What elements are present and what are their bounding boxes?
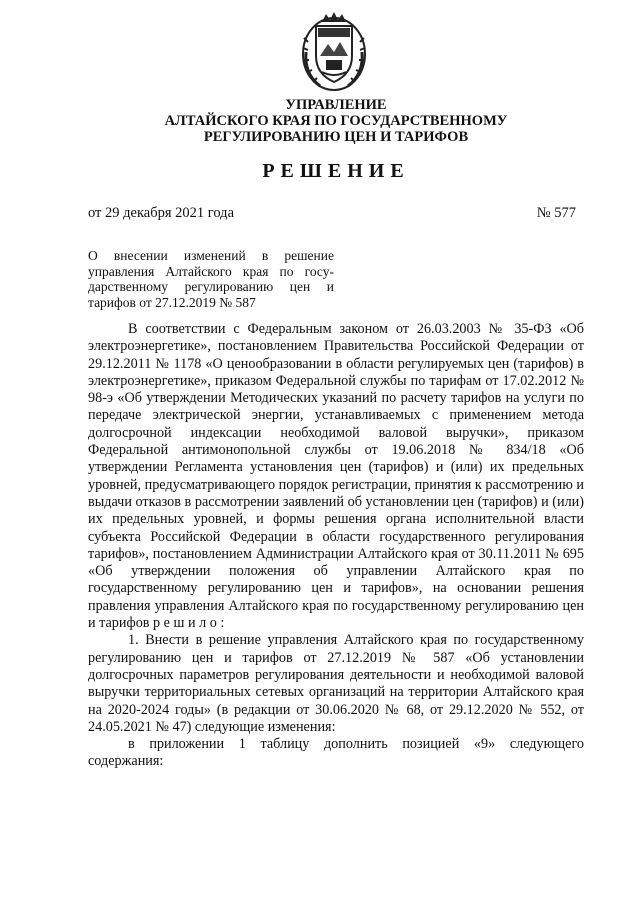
document-body — [88, 321, 584, 771]
coat-of-arms-icon — [300, 12, 368, 92]
org-line: УПРАВЛЕНИЕ — [285, 97, 387, 113]
preamble-paragraph: В соответствии с Федеральным законом от 26.03.2003 № 35-ФЗ «Об электроэнергетике», постановлением Правительства Российской Федерации от 29.12.2011 № 1178 «О ценообразовании в области регулируемых цен (тарифов) в электроэнергетике», приказом Федеральной службы по тарифам от 17.02.2012 № 98-э «Об утверждении Методических указаний по расчету тарифов на услуги по передаче электрической энергии, устанавливаемых с применением метода долгосрочной индексации необходимой валовой выручки», приказом Федеральной антимонопольной службы от 19.06.2018 № 834/18 «Об утверждении Регламента установления цен (тарифов) и (или) их предельных уровней, предусматривающего порядок регистрации, принятия к рассмотрению и выдачи отказов в рассмотрении заявлений об установлении цен (тарифов) и (или) их предельных уровней, и формы решения органа исполнительной власти субъекта Российской Федерации в области государственного регулирования тарифов», постановлением Администрации Алтайского края от 30.11.2011 № 695 «Об утверждении положения об управлении Алтайского края по государственному регулированию цен и тарифов», на основании решения правления управления Алтайского края по государственному регулированию цен и тарифов р е ш и л о : — [88, 321, 584, 632]
document-number: № 577 — [536, 205, 576, 221]
document-type-title: РЕШЕНИЕ — [262, 160, 410, 182]
item-1-sub-paragraph: в приложении 1 таблицу дополнить позицией «9» следующего содержания: — [88, 736, 584, 770]
document-subject: О внесении изменений в решение управления Алтайского края по государственному регулированию цен и тарифов от 27.12.2019 № 587 — [88, 248, 334, 310]
org-line: АЛТАЙСКОГО КРАЯ ПО ГОСУДАРСТВЕННОМУ — [164, 113, 508, 129]
item-1-paragraph: 1. Внести в решение управления Алтайского края по государственному регулированию цен и тарифов от 27.12.2019 № 587 «Об установлении долгосрочных параметров регулирования деятельности и необходимой валовой выручки территориальных сетевых организаций на территории Алтайского края на 2020-2024 годы» (в редакции от 30.06.2020 № 68, от 29.12.2020 № 552, от 24.05.2021 № 47) следующие изменения: — [88, 632, 584, 735]
org-line: РЕГУЛИРОВАНИЮ ЦЕН И ТАРИФОВ — [203, 129, 469, 145]
organization-name — [0, 97, 640, 145]
document-date: от 29 декабря 2021 года — [88, 205, 234, 221]
